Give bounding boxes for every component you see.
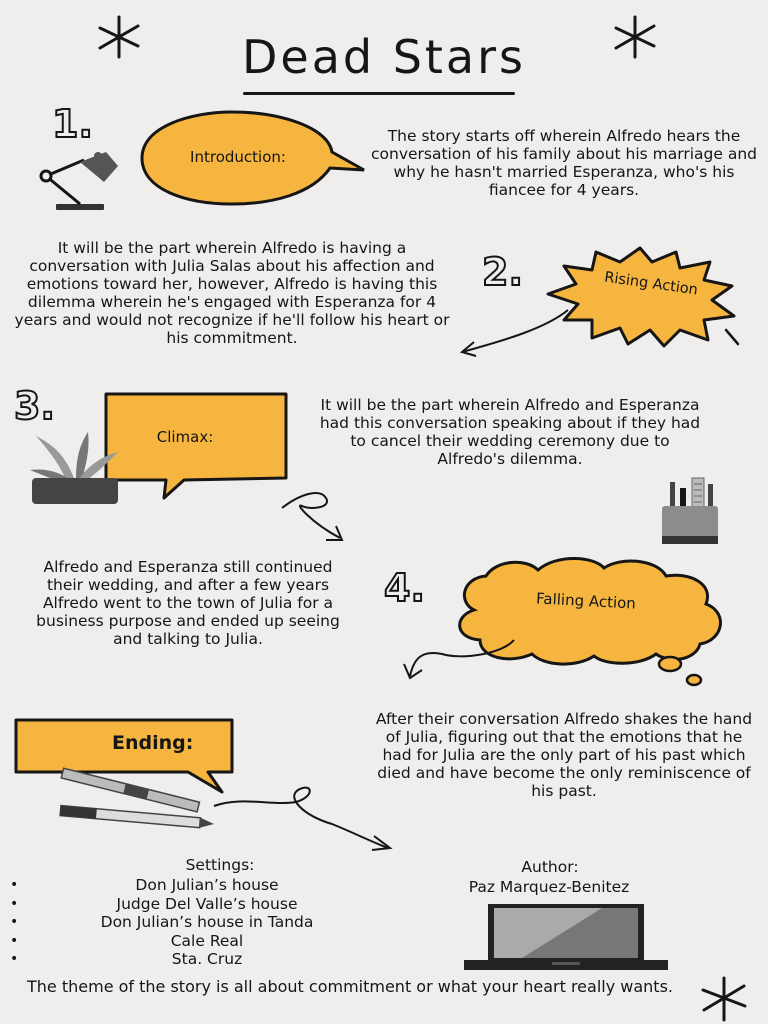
settings-list <box>12 876 402 969</box>
dash-icon <box>724 328 744 348</box>
pencil-cup-icon <box>658 478 722 546</box>
climax-bubble <box>100 390 292 502</box>
falling-action-text: Alfredo and Esperanza still continued their wedding, and after a few years Alfredo went to the town of Julia for a business purpose and ended up seeing and talking to Julia. <box>36 558 340 648</box>
ending-text: After their conversation Alfredo shakes the hand of Julia, figuring out that the emotions that he had for Julia are the only part of his past which died and have become the only reminiscence of his past. <box>375 710 753 800</box>
settings-item: • Cale Real <box>12 932 402 951</box>
section-number: 3. <box>14 384 55 428</box>
settings-item: • Judge Del Valle’s house <box>12 895 402 914</box>
desk-lamp-icon <box>34 146 126 214</box>
arrow-icon <box>212 782 398 854</box>
rising-action-text: It will be the part wherein Alfredo is having a conversation with Julia Salas about his affection and emotions toward her, however, Alfredo is having this dilemma wherein he's engaged with Esperanza for 4 years and would not recognize if he'll follow his heart or his commitment. <box>14 239 450 347</box>
settings-item: • Don Julian’s house in Tanda <box>12 913 402 932</box>
author-heading: Author: <box>521 858 579 876</box>
star-icon <box>700 976 748 1022</box>
title-underline <box>243 92 515 95</box>
climax-label: Climax: <box>156 428 214 446</box>
falling-action-label: Falling Action <box>535 589 637 613</box>
settings-item: • Don Julian’s house <box>12 876 402 895</box>
section-number: 2. <box>482 250 523 294</box>
page-title: Dead Stars <box>241 30 527 84</box>
ending-label: Ending: <box>112 732 194 754</box>
theme-text: The theme of the story is all about commitment or what your heart really wants. <box>27 977 673 996</box>
pens-icon <box>54 772 224 836</box>
arrow-icon <box>402 636 518 686</box>
settings-heading: Settings: <box>185 856 255 874</box>
introduction-text: The story starts off wherein Alfredo hears the conversation of his family about his marriage and why he hasn't married Esperanza, who's his fiancee for 4 years. <box>371 127 757 199</box>
potted-plant-icon <box>26 428 124 508</box>
settings-item: • Sta. Cruz <box>12 950 402 969</box>
author-name: Paz Marquez-Benitez <box>468 878 630 896</box>
arrow-icon <box>456 304 576 364</box>
section-number: 4. <box>384 566 425 610</box>
introduction-label: Introduction: <box>190 148 286 166</box>
laptop-icon <box>462 902 674 972</box>
section-number: 1. <box>52 102 93 146</box>
climax-text: It will be the part wherein Alfredo and Esperanza had this conversation speaking about if they had to cancel their wedding ceremony due to Alfredo's dilemma. <box>319 396 701 468</box>
arrow-icon <box>280 488 360 548</box>
rising-action-label: Rising Action <box>603 269 699 299</box>
